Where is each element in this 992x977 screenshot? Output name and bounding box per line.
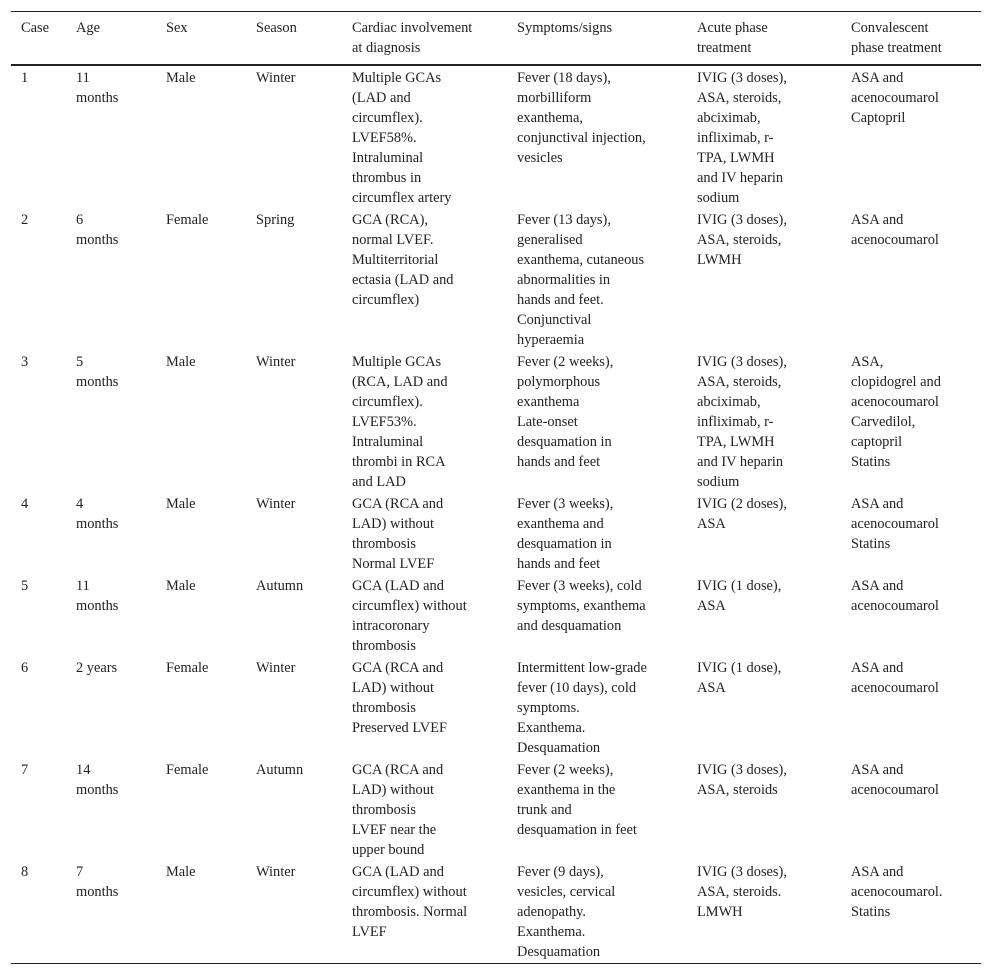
cell-text-line: circumflex) without	[352, 598, 467, 614]
cell-text-line: GCA (RCA and	[352, 762, 444, 778]
cell-age	[66, 493, 156, 575]
cell-convalescent-phase-treatment	[841, 65, 981, 209]
cell-text-line: Winter	[256, 864, 296, 880]
cell-text-line: Female	[166, 660, 209, 676]
cell-text-line: trunk and	[517, 802, 572, 818]
header-text-line: phase treatment	[851, 40, 942, 56]
cell-age	[66, 759, 156, 861]
cell-age	[66, 861, 156, 964]
column-header-case	[11, 12, 66, 66]
cell-cardiac-involvement	[342, 351, 507, 493]
cell-text-line: 5	[76, 354, 84, 370]
cell-case	[11, 575, 66, 657]
cell-text-line: adenopathy.	[517, 904, 586, 920]
clinical-cases-table	[11, 11, 981, 964]
cell-text-line: GCA (LAD and	[352, 864, 444, 880]
cell-convalescent-phase-treatment	[841, 861, 981, 964]
cell-text-line: Fever (2 weeks),	[517, 354, 614, 370]
cell-text-line: ASA and	[851, 212, 904, 228]
cell-text-line: 4	[76, 496, 84, 512]
cell-text-line: infliximab, r-	[697, 130, 774, 146]
cell-text-line: abciximab,	[697, 110, 761, 126]
cell-text-line: Intermittent low-grade	[517, 660, 647, 676]
cell-symptoms-signs	[507, 209, 687, 351]
cell-text-line: acenocoumarol.	[851, 884, 943, 900]
cell-text-line: IVIG (1 dose),	[697, 578, 782, 594]
table-row	[11, 351, 981, 493]
cell-text-line: clopidogrel and	[851, 374, 941, 390]
cell-cardiac-involvement	[342, 209, 507, 351]
cell-season	[246, 493, 342, 575]
cell-text-line: circumflex artery	[352, 190, 452, 206]
cell-acute-phase-treatment	[687, 209, 841, 351]
cell-text-line: and desquamation	[517, 618, 622, 634]
table-row	[11, 861, 981, 964]
cell-text-line: Multiterritorial	[352, 252, 439, 268]
cell-text-line: 7	[21, 762, 29, 778]
cell-text-line: Autumn	[256, 578, 304, 594]
cell-text-line: ASA, steroids.	[697, 884, 782, 900]
cell-text-line: months	[76, 516, 119, 532]
cell-symptoms-signs	[507, 861, 687, 964]
cell-convalescent-phase-treatment	[841, 351, 981, 493]
cell-text-line: months	[76, 598, 119, 614]
header-text-line: Sex	[166, 20, 188, 36]
cell-text-line: and LAD	[352, 474, 406, 490]
cell-text-line: ASA,	[851, 354, 884, 370]
cell-symptoms-signs	[507, 575, 687, 657]
cell-text-line: vesicles, cervical	[517, 884, 616, 900]
cell-text-line: ASA and	[851, 578, 904, 594]
cell-text-line: symptoms, exanthema	[517, 598, 646, 614]
cell-text-line: 14	[76, 762, 91, 778]
cell-season	[246, 861, 342, 964]
cell-text-line: sodium	[697, 190, 740, 206]
cell-text-line: LAD) without	[352, 680, 434, 696]
cell-text-line: IVIG (3 doses),	[697, 354, 787, 370]
cell-convalescent-phase-treatment	[841, 493, 981, 575]
cell-text-line: LVEF58%.	[352, 130, 417, 146]
cell-text-line: hands and feet	[517, 454, 601, 470]
cell-cardiac-involvement	[342, 65, 507, 209]
cell-text-line: thrombosis	[352, 700, 416, 716]
cell-text-line: Statins	[851, 904, 891, 920]
cell-text-line: ASA, steroids,	[697, 374, 782, 390]
cell-case	[11, 351, 66, 493]
header-text-line: Acute phase	[697, 20, 768, 36]
cell-text-line: GCA (RCA and	[352, 660, 444, 676]
cell-text-line: IVIG (2 doses),	[697, 496, 787, 512]
cell-case	[11, 759, 66, 861]
cell-text-line: IVIG (3 doses),	[697, 762, 787, 778]
cell-text-line: normal LVEF.	[352, 232, 434, 248]
cell-text-line: exanthema and	[517, 516, 604, 532]
cell-text-line: ASA, steroids,	[697, 90, 782, 106]
cell-sex	[156, 575, 246, 657]
cell-symptoms-signs	[507, 759, 687, 861]
cell-text-line: LVEF53%.	[352, 414, 417, 430]
cell-text-line: Female	[166, 762, 209, 778]
cell-text-line: Male	[166, 354, 196, 370]
cell-season	[246, 209, 342, 351]
cell-sex	[156, 493, 246, 575]
cell-text-line: conjunctival injection,	[517, 130, 646, 146]
cell-text-line: exanthema in the	[517, 782, 616, 798]
cell-text-line: desquamation in feet	[517, 822, 637, 838]
cell-text-line: circumflex)	[352, 292, 420, 308]
cell-age	[66, 65, 156, 209]
cell-text-line: acenocoumarol	[851, 598, 939, 614]
cell-text-line: LWMH	[697, 252, 742, 268]
cell-text-line: months	[76, 782, 119, 798]
table-row	[11, 209, 981, 351]
cell-text-line: upper bound	[352, 842, 425, 858]
cell-text-line: Exanthema.	[517, 924, 586, 940]
cell-cardiac-involvement	[342, 657, 507, 759]
column-header-cardiac-involvement	[342, 12, 507, 66]
cell-text-line: Winter	[256, 354, 296, 370]
cell-season	[246, 351, 342, 493]
cell-case	[11, 209, 66, 351]
cell-text-line: captopril	[851, 434, 903, 450]
cell-sex	[156, 65, 246, 209]
cell-text-line: Winter	[256, 660, 296, 676]
cell-text-line: acenocoumarol	[851, 90, 939, 106]
table-row	[11, 493, 981, 575]
cell-text-line: ASA and	[851, 496, 904, 512]
cell-text-line: Captopril	[851, 110, 906, 126]
cell-cardiac-involvement	[342, 575, 507, 657]
table-container	[11, 11, 981, 964]
cell-text-line: Male	[166, 578, 196, 594]
column-header-season	[246, 12, 342, 66]
table-body	[11, 65, 981, 964]
cell-text-line: Intraluminal	[352, 150, 424, 166]
header-text-line: treatment	[697, 40, 752, 56]
column-header-symptoms-signs	[507, 12, 687, 66]
cell-text-line: desquamation in	[517, 536, 612, 552]
cell-text-line: 11	[76, 578, 90, 594]
cell-text-line: 2 years	[76, 660, 118, 676]
cell-text-line: fever (10 days), cold	[517, 680, 637, 696]
cell-text-line: Male	[166, 70, 196, 86]
cell-text-line: polymorphous	[517, 374, 601, 390]
cell-text-line: acenocoumarol	[851, 394, 939, 410]
cell-text-line: ASA and	[851, 762, 904, 778]
column-header-convalescent-phase-treatment	[841, 12, 981, 66]
cell-sex	[156, 759, 246, 861]
cell-text-line: thrombi in RCA	[352, 454, 446, 470]
cell-symptoms-signs	[507, 65, 687, 209]
cell-text-line: Fever (9 days),	[517, 864, 604, 880]
cell-text-line: 6	[21, 660, 29, 676]
cell-text-line: circumflex) without	[352, 884, 467, 900]
cell-text-line: Intraluminal	[352, 434, 424, 450]
cell-text-line: exanthema, cutaneous	[517, 252, 645, 268]
cell-text-line: TPA, LWMH	[697, 434, 775, 450]
cell-case	[11, 657, 66, 759]
cell-acute-phase-treatment	[687, 65, 841, 209]
cell-acute-phase-treatment	[687, 657, 841, 759]
cell-text-line: ASA	[697, 516, 726, 532]
cell-text-line: 5	[21, 578, 29, 594]
cell-text-line: Autumn	[256, 762, 304, 778]
cell-text-line: TPA, LWMH	[697, 150, 775, 166]
cell-text-line: intracoronary	[352, 618, 430, 634]
cell-text-line: acenocoumarol	[851, 516, 939, 532]
cell-cardiac-involvement	[342, 759, 507, 861]
cell-cardiac-involvement	[342, 861, 507, 964]
cell-convalescent-phase-treatment	[841, 657, 981, 759]
cell-text-line: ASA	[697, 680, 726, 696]
cell-text-line: exanthema,	[517, 110, 583, 126]
cell-text-line: ASA and	[851, 864, 904, 880]
header-text-line: Cardiac involvement	[352, 20, 473, 36]
cell-age	[66, 351, 156, 493]
cell-text-line: acenocoumarol	[851, 232, 939, 248]
cell-text-line: (RCA, LAD and	[352, 374, 448, 390]
cell-text-line: thrombosis	[352, 802, 416, 818]
header-text-line: Season	[256, 20, 297, 36]
cell-text-line: Fever (3 weeks), cold	[517, 578, 642, 594]
cell-text-line: Normal LVEF	[352, 556, 435, 572]
cell-case	[11, 861, 66, 964]
cell-text-line: ectasia (LAD and	[352, 272, 454, 288]
cell-text-line: 2	[21, 212, 29, 228]
cell-text-line: months	[76, 90, 119, 106]
cell-text-line: thrombosis	[352, 638, 416, 654]
cell-text-line: hyperaemia	[517, 332, 585, 348]
table-row	[11, 759, 981, 861]
cell-text-line: GCA (LAD and	[352, 578, 444, 594]
cell-text-line: LAD) without	[352, 782, 434, 798]
cell-sex	[156, 351, 246, 493]
cell-age	[66, 575, 156, 657]
cell-case	[11, 493, 66, 575]
cell-text-line: and IV heparin	[697, 170, 784, 186]
cell-text-line: Desquamation	[517, 944, 601, 960]
cell-text-line: LVEF near the	[352, 822, 437, 838]
cell-text-line: months	[76, 884, 119, 900]
cell-text-line: vesicles	[517, 150, 563, 166]
cell-cardiac-involvement	[342, 493, 507, 575]
cell-text-line: abnormalities in	[517, 272, 611, 288]
cell-text-line: Spring	[256, 212, 295, 228]
cell-text-line: thrombosis	[352, 536, 416, 552]
cell-text-line: (LAD and	[352, 90, 411, 106]
cell-text-line: ASA and	[851, 660, 904, 676]
cell-text-line: 8	[21, 864, 29, 880]
column-header-age	[66, 12, 156, 66]
cell-season	[246, 65, 342, 209]
cell-text-line: Male	[166, 496, 196, 512]
cell-convalescent-phase-treatment	[841, 575, 981, 657]
cell-text-line: sodium	[697, 474, 740, 490]
cell-text-line: ASA, steroids,	[697, 232, 782, 248]
column-header-acute-phase-treatment	[687, 12, 841, 66]
header-text-line: Age	[76, 20, 100, 36]
cell-text-line: Statins	[851, 536, 891, 552]
cell-text-line: Late-onset	[517, 414, 578, 430]
cell-text-line: symptoms.	[517, 700, 580, 716]
cell-text-line: GCA (RCA and	[352, 496, 444, 512]
cell-text-line: 6	[76, 212, 84, 228]
cell-acute-phase-treatment	[687, 575, 841, 657]
cell-text-line: 4	[21, 496, 29, 512]
cell-text-line: Multiple GCAs	[352, 354, 442, 370]
cell-text-line: months	[76, 232, 119, 248]
cell-acute-phase-treatment	[687, 759, 841, 861]
cell-text-line: abciximab,	[697, 394, 761, 410]
cell-sex	[156, 861, 246, 964]
cell-acute-phase-treatment	[687, 861, 841, 964]
cell-text-line: desquamation in	[517, 434, 612, 450]
header-text-line: Convalescent	[851, 20, 929, 36]
cell-text-line: IVIG (3 doses),	[697, 212, 787, 228]
cell-text-line: 11	[76, 70, 90, 86]
table-row	[11, 657, 981, 759]
cell-text-line: exanthema	[517, 394, 580, 410]
cell-text-line: infliximab, r-	[697, 414, 774, 430]
cell-symptoms-signs	[507, 493, 687, 575]
cell-text-line: 1	[21, 70, 29, 86]
cell-text-line: Conjunctival	[517, 312, 592, 328]
cell-symptoms-signs	[507, 351, 687, 493]
cell-text-line: hands and feet.	[517, 292, 604, 308]
cell-text-line: Carvedilol,	[851, 414, 916, 430]
cell-case	[11, 65, 66, 209]
cell-acute-phase-treatment	[687, 351, 841, 493]
cell-text-line: GCA (RCA),	[352, 212, 428, 228]
cell-text-line: Fever (3 weeks),	[517, 496, 614, 512]
cell-text-line: ASA	[697, 598, 726, 614]
cell-text-line: LAD) without	[352, 516, 434, 532]
cell-text-line: Fever (2 weeks),	[517, 762, 614, 778]
table-header-row	[11, 12, 981, 66]
cell-convalescent-phase-treatment	[841, 759, 981, 861]
cell-text-line: months	[76, 374, 119, 390]
cell-text-line: acenocoumarol	[851, 782, 939, 798]
cell-text-line: Exanthema.	[517, 720, 586, 736]
cell-text-line: Desquamation	[517, 740, 601, 756]
cell-age	[66, 209, 156, 351]
cell-text-line: thrombosis. Normal	[352, 904, 468, 920]
header-text-line: at diagnosis	[352, 40, 421, 56]
cell-season	[246, 759, 342, 861]
cell-text-line: and IV heparin	[697, 454, 784, 470]
cell-sex	[156, 209, 246, 351]
cell-text-line: Preserved LVEF	[352, 720, 447, 736]
cell-text-line: Fever (13 days),	[517, 212, 611, 228]
cell-text-line: hands and feet	[517, 556, 601, 572]
header-text-line: Symptoms/signs	[517, 20, 613, 36]
cell-season	[246, 657, 342, 759]
cell-text-line: ASA and	[851, 70, 904, 86]
cell-text-line: acenocoumarol	[851, 680, 939, 696]
cell-text-line: IVIG (1 dose),	[697, 660, 782, 676]
cell-text-line: 7	[76, 864, 84, 880]
cell-convalescent-phase-treatment	[841, 209, 981, 351]
cell-text-line: IVIG (3 doses),	[697, 864, 787, 880]
cell-symptoms-signs	[507, 657, 687, 759]
cell-season	[246, 575, 342, 657]
cell-text-line: IVIG (3 doses),	[697, 70, 787, 86]
cell-text-line: LMWH	[697, 904, 743, 920]
cell-text-line: Multiple GCAs	[352, 70, 442, 86]
cell-age	[66, 657, 156, 759]
cell-text-line: thrombus in	[352, 170, 422, 186]
cell-sex	[156, 657, 246, 759]
cell-text-line: generalised	[517, 232, 583, 248]
table-row	[11, 65, 981, 209]
cell-text-line: Female	[166, 212, 209, 228]
cell-text-line: circumflex).	[352, 394, 423, 410]
cell-text-line: ASA, steroids	[697, 782, 778, 798]
column-header-sex	[156, 12, 246, 66]
cell-text-line: morbilliform	[517, 90, 592, 106]
cell-text-line: circumflex).	[352, 110, 423, 126]
cell-text-line: Winter	[256, 496, 296, 512]
cell-text-line: Winter	[256, 70, 296, 86]
table-row	[11, 575, 981, 657]
cell-text-line: LVEF	[352, 924, 387, 940]
cell-text-line: Statins	[851, 454, 891, 470]
header-text-line: Case	[21, 20, 49, 36]
cell-acute-phase-treatment	[687, 493, 841, 575]
cell-text-line: Male	[166, 864, 196, 880]
cell-text-line: 3	[21, 354, 29, 370]
cell-text-line: Fever (18 days),	[517, 70, 611, 86]
